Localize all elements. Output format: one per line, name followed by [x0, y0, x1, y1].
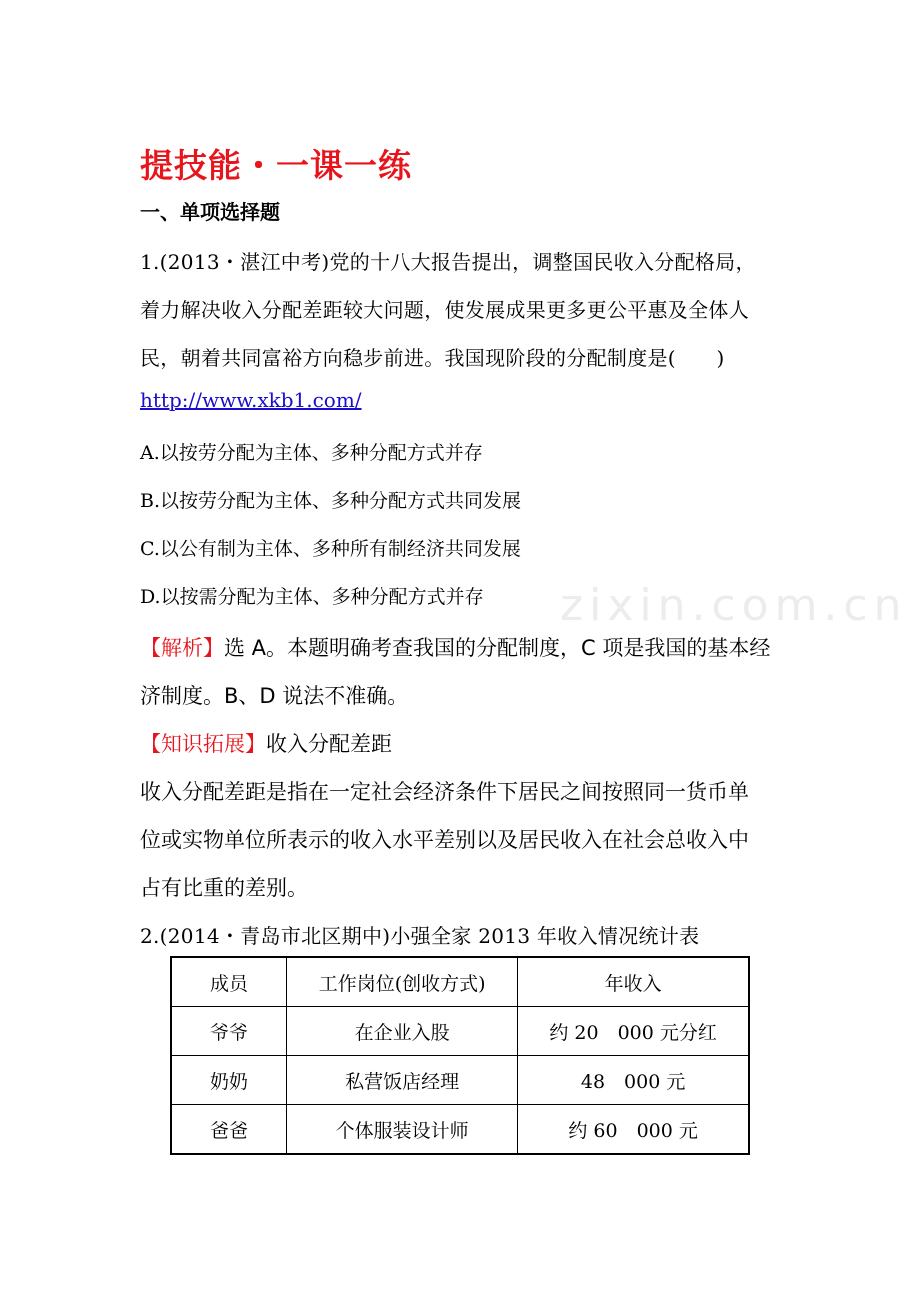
header-job: 工作岗位(创收方式) [287, 957, 518, 1007]
knowledge-heading [140, 728, 392, 758]
table-cell: 约 60 000 元 [518, 1105, 749, 1155]
table-cell: 在企业入股 [287, 1007, 518, 1056]
knowledge-line-2: 位或实物单位所表示的收入水平差别以及居民收入在社会总收入中 [140, 828, 749, 852]
income-table [170, 956, 750, 1155]
knowledge-tag: 【知识拓展】 [140, 732, 266, 756]
table-cell: 私营饭店经理 [287, 1056, 518, 1105]
knowledge-line-3: 占有比重的差别。 [140, 876, 308, 900]
header-member: 成员 [171, 957, 287, 1007]
header-income: 年收入 [518, 957, 749, 1007]
analysis-line-2: 济制度。B、D 说法不准确。 [140, 684, 409, 708]
table-cell: 个体服装设计师 [287, 1105, 518, 1155]
knowledge-line-1: 收入分配差距是指在一定社会经济条件下居民之间按照同一货币单 [140, 780, 749, 804]
table-cell: 奶奶 [171, 1056, 287, 1105]
knowledge-title: 收入分配差距 [266, 732, 392, 756]
table-cell: 爸爸 [171, 1105, 287, 1155]
watermark: zixin.com.cn [560, 580, 908, 631]
table-header-row [171, 957, 749, 1007]
question-1-line-3: 民，朝着共同富裕方向稳步前进。我国现阶段的分配制度是( ) [140, 346, 725, 370]
question-1-line-1: 1.(2013・湛江中考)党的十八大报告提出，调整国民收入分配格局， [140, 250, 756, 274]
page-title: 提技能・一课一练 [140, 146, 412, 185]
analysis-tag: 【解析】 [140, 636, 224, 660]
analysis-text-1: 选 A。本题明确考查我国的分配制度，C 项是我国的基本经 [224, 636, 771, 660]
option-b: B.以按劳分配为主体、多种分配方式共同发展 [140, 490, 522, 512]
table-row [171, 1105, 749, 1155]
option-d: D.以按需分配为主体、多种分配方式并存 [140, 586, 484, 608]
section-heading: 一、单项选择题 [140, 200, 280, 224]
table-cell: 48 000 元 [518, 1056, 749, 1105]
table-row [171, 1007, 749, 1056]
option-c: C.以公有制为主体、多种所有制经济共同发展 [140, 538, 521, 560]
question-2-stem: 2.(2014・青岛市北区期中)小强全家 2013 年收入情况统计表 [140, 924, 700, 948]
analysis-line-1 [140, 632, 770, 662]
question-1-line-2: 着力解决收入分配差距较大问题，使发展成果更多更公平惠及全体人 [140, 298, 749, 322]
table-row [171, 1056, 749, 1105]
option-a: A.以按劳分配为主体、多种分配方式并存 [140, 442, 483, 464]
table-cell: 约 20 000 元分红 [518, 1007, 749, 1056]
table-cell: 爷爷 [171, 1007, 287, 1056]
source-link[interactable]: http://www.xkb1.com/ [140, 388, 362, 412]
